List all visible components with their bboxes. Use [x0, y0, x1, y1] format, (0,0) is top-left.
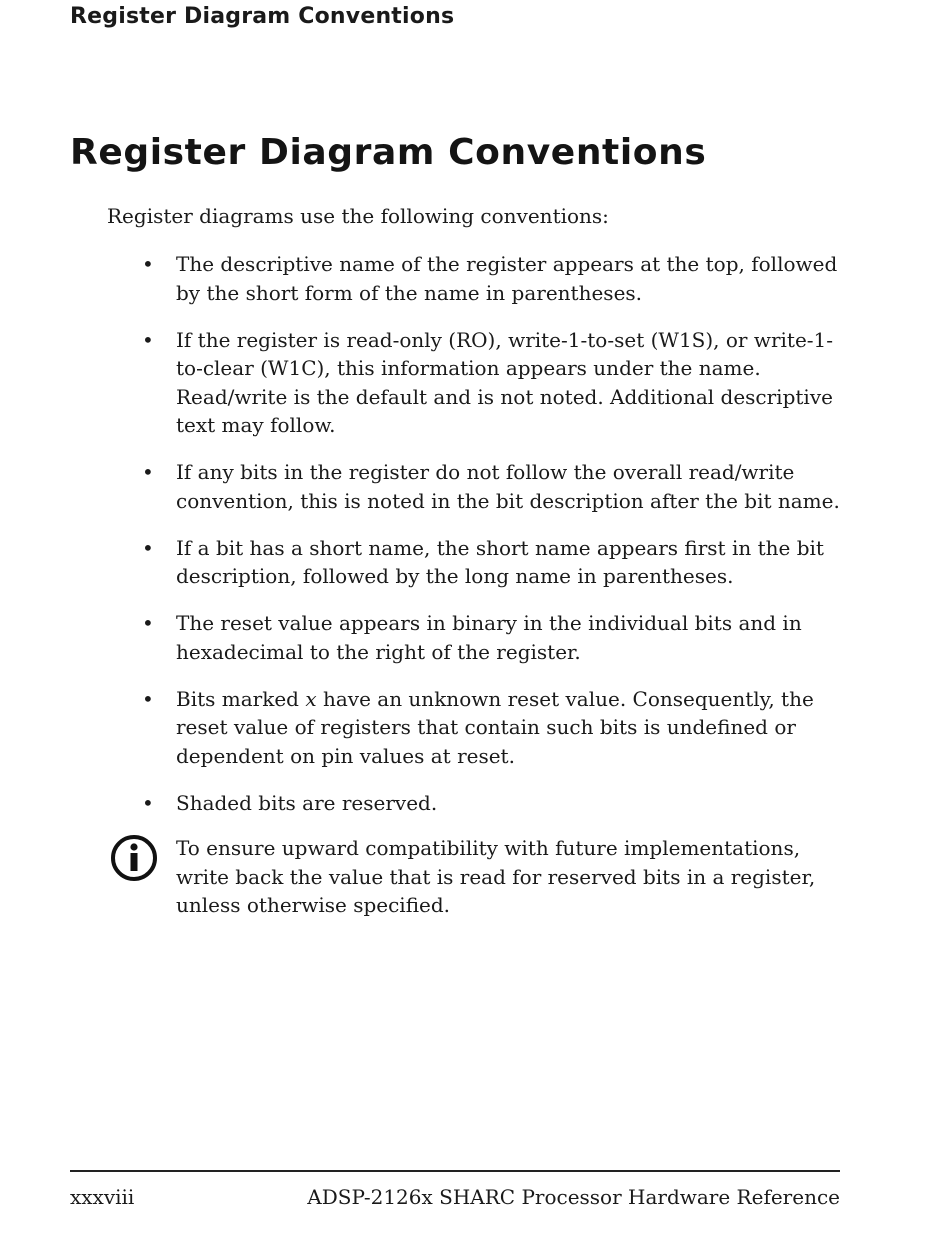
bullet-icon: •: [142, 686, 154, 711]
list-item: [0, 250, 950, 307]
running-header: Register Diagram Conventions: [70, 4, 455, 29]
list-item: [0, 789, 950, 818]
info-icon: [110, 834, 158, 882]
list-item: [0, 534, 950, 591]
page-number: xxxviii: [70, 1185, 135, 1209]
list-item-text: If any bits in the register do not follow the overall read/write convention, this is noted in the bit description after the bit name.: [176, 460, 840, 513]
list-item-text: If a bit has a short name, the short name appears first in the bit description, followed by the long name in parentheses.: [176, 535, 824, 588]
list-item: [0, 458, 950, 515]
book-title: ADSP-2126x SHARC Processor Hardware Reference: [307, 1185, 840, 1209]
list-item: [0, 609, 950, 666]
list-item-text: [176, 685, 846, 771]
text-run: have an unknown reset value. Consequently, the reset value of registers that contain such bits is undefined or dependent on pin values at reset.: [176, 686, 814, 768]
list-item: [0, 685, 950, 771]
list-item-text: The reset value appears in binary in the individual bits and in hexadecimal to the right of the register.: [176, 611, 802, 664]
bullet-icon: •: [142, 790, 154, 815]
bullet-icon: •: [142, 252, 154, 276]
note-text: To ensure upward compatibility with future implementations, write back the value that is read for reserved bits in a register, unless otherwise specified.: [176, 836, 816, 917]
list-item-text: The descriptive name of the register appears at the top, followed by the short form of the name in parentheses.: [176, 252, 838, 305]
bullet-icon: •: [142, 611, 154, 635]
bullet-icon: •: [142, 460, 154, 484]
list-item-text: Shaded bits are reserved.: [176, 790, 438, 815]
text-run: Bits marked: [176, 686, 306, 711]
italic-term: x: [305, 686, 317, 711]
bullet-icon: •: [142, 327, 154, 352]
intro-paragraph: Register diagrams use the following conventions:: [107, 204, 609, 228]
page-title: Register Diagram Conventions: [70, 132, 707, 173]
footer-rule: [70, 1170, 840, 1172]
note-block: [0, 834, 950, 920]
conventions-list: [0, 250, 950, 836]
bullet-icon: •: [142, 535, 154, 560]
list-item: [0, 326, 950, 440]
list-item-text: If the register is read-only (RO), write-1-to-set (W1S), or write-1-to-clear (W1C), this information appears under the name. Read/write is the default and is not noted. Additional descriptive text may follow.: [176, 327, 834, 437]
